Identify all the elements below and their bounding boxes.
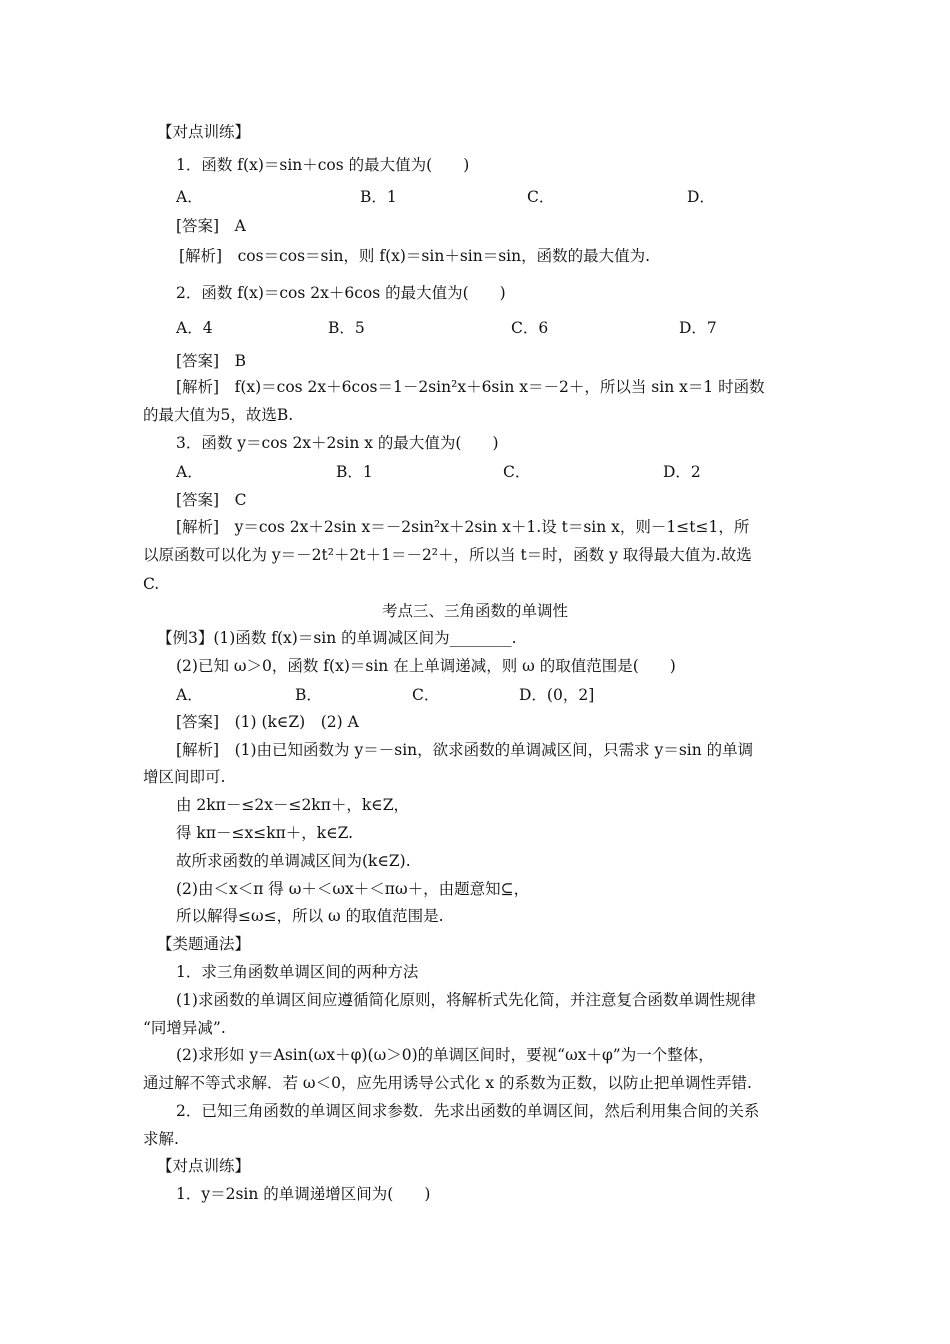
- method-2: 2．已知三角函数的单调区间求参数．先求出函数的单调区间，然后利用集合间的关系: [176, 1102, 760, 1120]
- example-3-part-2: (2)已知 ω＞0，函数 f(x)＝sin 在上单调递减，则 ω 的取值范围是( ): [176, 657, 676, 675]
- option-c: C．: [527, 188, 555, 206]
- option-d: D．2: [663, 463, 701, 481]
- option-a: A．4: [176, 319, 213, 337]
- analysis-3: [解析] y＝cos 2x＋2sin x＝－2sin²x＋2sin x＋1.设 t＝sin x，则－1≤t≤1，所: [176, 518, 750, 536]
- method-1: 1．求三角函数单调区间的两种方法: [176, 963, 419, 981]
- section-heading-method: 【类题通法】: [157, 935, 251, 953]
- option-d: D．7: [679, 319, 717, 337]
- answer-3: [答案] C: [176, 491, 247, 509]
- option-d: D．(0，2]: [519, 686, 595, 704]
- option-b: B．1: [336, 463, 373, 481]
- option-c: C．6: [511, 319, 549, 337]
- step-line: (2)由＜x＜π 得 ω＋＜ωx＋＜πω＋，由题意知⊆，: [176, 880, 530, 898]
- practice-question-1: 1．y＝2sin 的单调递增区间为( ): [176, 1185, 431, 1203]
- option-c: C．: [412, 686, 440, 704]
- step-line: 得 kπ－≤x≤kπ＋，k∈Z.: [176, 824, 354, 842]
- analysis-3-end: C.: [143, 575, 160, 593]
- analysis-example-3-cont: 增区间即可.: [143, 768, 226, 786]
- method-1-2: (2)求形如 y＝Asin(ωx＋φ)(ω＞0)的单调区间时，要视“ωx＋φ”为一个整体，: [176, 1046, 714, 1064]
- option-a: A．: [176, 686, 203, 704]
- analysis-2: [解析] f(x)＝cos 2x＋6cos＝1－2sin²x＋6sin x＝－2＋，所以当 sin x＝1 时函数: [176, 378, 765, 396]
- option-c: C．: [503, 463, 531, 481]
- option-b: B．5: [328, 319, 365, 337]
- option-a: A．: [176, 463, 203, 481]
- section-heading-practice: 【对点训练】: [157, 123, 251, 141]
- analysis-3-cont: 以原函数可以化为 y＝－2t²＋2t＋1＝－2²＋，所以当 t＝时，函数 y 取得最大值为.故选: [143, 546, 752, 564]
- method-1-1: (1)求函数的单调区间应遵循简化原则，将解析式先化简，并注意复合函数单调性规律: [176, 991, 756, 1009]
- question-3: 3．函数 y＝cos 2x＋2sin x 的最大值为( ): [176, 434, 499, 452]
- option-d: D．: [687, 188, 715, 206]
- option-b: B．1: [360, 188, 397, 206]
- method-1-1-cont: “同增异减”.: [143, 1019, 226, 1037]
- question-2: 2．函数 f(x)＝cos 2x＋6cos 的最大值为( ): [176, 284, 506, 302]
- step-line: 由 2kπ－≤2x－≤2kπ＋，k∈Z，: [176, 796, 410, 814]
- example-3: 【例3】(1)函数 f(x)＝sin 的单调减区间为________.: [157, 629, 517, 647]
- question-1: 1．函数 f(x)＝sin＋cos 的最大值为( ): [176, 156, 470, 174]
- analysis-1: [解析] cos＝cos＝sin，则 f(x)＝sin＋sin＝sin，函数的最大值为.: [179, 247, 651, 265]
- step-line: 故所求函数的单调减区间为(k∈Z).: [176, 852, 411, 870]
- section-heading-practice-2: 【对点训练】: [157, 1157, 251, 1175]
- option-a: A．: [176, 188, 203, 206]
- method-2-cont: 求解.: [143, 1130, 179, 1148]
- analysis-2-cont: 的最大值为5，故选B.: [143, 406, 294, 424]
- method-1-2-cont: 通过解不等式求解．若 ω＜0，应先用诱导公式化 x 的系数为正数，以防止把单调性弄错.: [143, 1074, 752, 1092]
- section-title: 考点三、三角函数的单调性: [381, 602, 568, 620]
- step-line: 所以解得≤ω≤，所以 ω 的取值范围是.: [176, 907, 444, 925]
- analysis-example-3: [解析] (1)由已知函数为 y＝－sin，欲求函数的单调减区间，只需求 y＝sin 的单调: [176, 741, 754, 759]
- option-b: B．: [295, 686, 322, 704]
- answer-1: [答案] A: [176, 217, 246, 235]
- answer-2: [答案] B: [176, 352, 246, 370]
- answer-example-3: [答案] (1) (k∈Z) (2) A: [176, 713, 359, 731]
